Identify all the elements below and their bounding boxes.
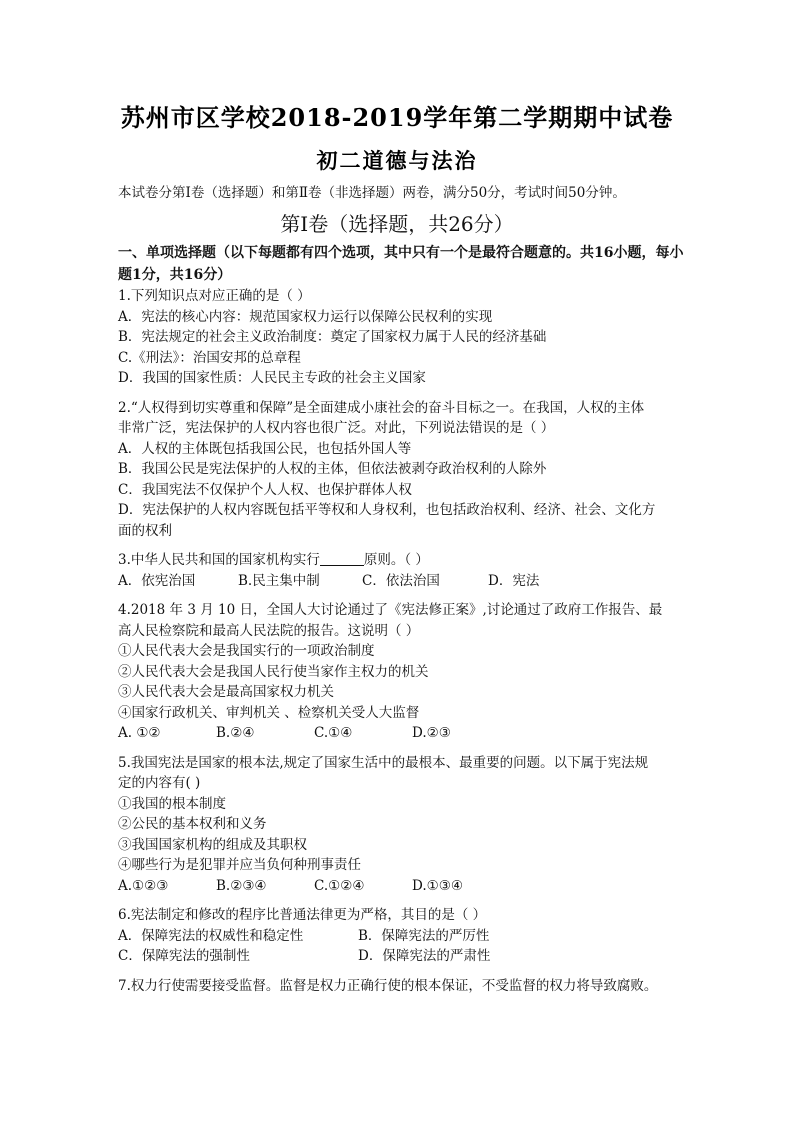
option-d: D．宪法 xyxy=(488,572,540,589)
option-b: B．我国公民是宪法保护的人权的主体，但依法被剥夺政治权利的人除外 xyxy=(118,461,547,477)
question-5 xyxy=(118,753,698,897)
exam-title: 苏州市区学校2018-2019学年第二学期期中试卷 xyxy=(120,103,674,132)
options-row xyxy=(118,723,698,744)
option-c: C．依法治国 xyxy=(362,572,440,589)
statement-3: ③人民代表大会是最高国家权力机关 xyxy=(118,684,334,700)
options-row xyxy=(118,926,698,947)
option-b: B．宪法规定的社会主义政治制度：奠定了国家权力属于人民的经济基础 xyxy=(118,329,547,345)
question-6 xyxy=(118,905,698,967)
question-7 xyxy=(118,976,698,997)
option-c: C.①②④ xyxy=(314,877,365,894)
option-d: D.①③④ xyxy=(412,877,463,894)
option-c: C．保障宪法的强制性 xyxy=(118,948,250,964)
part1-title: 第Ⅰ卷（选择题，共26分） xyxy=(280,212,514,236)
option-b: B．保障宪法的严厉性 xyxy=(358,927,490,944)
section-instructions: 一、单项选择题（以下每题都有四个选项，其中只有一个是最符合题意的。共16小题，每小题1分，共16分） xyxy=(118,245,684,283)
stem-after: 原则。（ ） xyxy=(363,552,429,568)
options-row xyxy=(118,876,698,897)
option-d: D.②③ xyxy=(412,725,451,741)
statement-2: ②公民的基本权利和义务 xyxy=(118,816,267,832)
answer-blank xyxy=(320,551,364,566)
question-3 xyxy=(118,550,698,591)
question-stem-cont: 非常广泛，宪法保护的人权内容也很广泛。对此，下列说法错误的是（ ） xyxy=(118,420,555,436)
question-stem xyxy=(118,550,698,571)
option-a: A．宪法的核心内容：规范国家权力运行以保障公民权利的实现 xyxy=(118,308,493,325)
option-a: A.①②③ xyxy=(118,877,169,894)
exam-subtitle: 初二道德与法治 xyxy=(316,148,478,173)
question-4 xyxy=(118,600,698,744)
statement-4: ④国家行政机关、审判机关 、检察机关受人大监督 xyxy=(118,704,420,721)
question-stem-cont: 高人民检察院和最高人民法院的报告。这说明（ ） xyxy=(118,622,420,639)
statement-1: ①我国的根本制度 xyxy=(118,795,226,812)
question-list xyxy=(118,286,698,1005)
option-b: B.②④ xyxy=(216,725,255,741)
option-a: A. ①② xyxy=(118,725,161,741)
option-d: D．保障宪法的严肃性 xyxy=(358,948,491,964)
option-d: D．我国的国家性质：人民民主专政的社会主义国家 xyxy=(118,370,426,386)
option-d: D．宪法保护的人权内容既包括平等权和人身权利，也包括政治权利、经济、社会、文化方 xyxy=(118,502,656,518)
question-2 xyxy=(118,398,698,542)
options-row xyxy=(118,571,698,592)
exam-intro: 本试卷分第Ⅰ卷（选择题）和第Ⅱ卷（非选择题）两卷，满分50分，考试时间50分钟。 xyxy=(118,185,626,201)
question-stem: 1.下列知识点对应正确的是（ ） xyxy=(118,288,311,304)
question-1 xyxy=(118,286,698,389)
option-a: A．保障宪法的权威性和稳定性 xyxy=(118,927,304,944)
statement-2: ②人民代表大会是我国人民行使当家作主权力的机关 xyxy=(118,663,429,680)
option-d-cont: 面的权利 xyxy=(118,522,172,539)
option-b: B.②③④ xyxy=(216,877,267,894)
option-a: A．依宪治国 xyxy=(118,572,196,589)
options-row xyxy=(118,946,698,967)
question-stem-cont: 定的内容有( ) xyxy=(118,775,201,791)
option-c: C.①④ xyxy=(314,725,353,741)
statement-3: ③我国国家机构的组成及其职权 xyxy=(118,836,307,853)
stem-before: 3.中华人民共和国的国家机构实行 xyxy=(118,552,320,568)
option-c: C．我国宪法不仅保护个人人权、也保护群体人权 xyxy=(118,481,412,498)
question-stem: 5.我国宪法是国家的根本法,规定了国家生活中的最根本、最重要的问题。以下属于宪法规 xyxy=(118,754,649,771)
option-c: C.《刑法》：治国安邦的总章程 xyxy=(118,349,301,366)
option-a: A．人权的主体既包括我国公民，也包括外国人等 xyxy=(118,440,412,457)
question-stem: 2.“人权得到切实尊重和保障”是全面建成小康社会的奋斗目标之一。在我国，人权的主体 xyxy=(118,399,645,416)
question-stem: 6.宪法制定和修改的程序比普通法律更为严格，其目的是（ ） xyxy=(118,907,487,923)
option-b: B.民主集中制 xyxy=(238,572,320,589)
question-stem: 4.2018 年 3 月 10 日，全国人大讨论通过了《宪法修正案》,讨论通过了政府工作报告、最 xyxy=(118,602,663,618)
statement-4: ④哪些行为是犯罪并应当负何种刑事责任 xyxy=(118,857,361,873)
statement-1: ①人民代表大会是我国实行的一项政治制度 xyxy=(118,643,375,659)
question-stem: 7.权力行使需要接受监督。监督是权力正确行使的根本保证，不受监督的权力将导致腐败。 xyxy=(118,977,658,994)
